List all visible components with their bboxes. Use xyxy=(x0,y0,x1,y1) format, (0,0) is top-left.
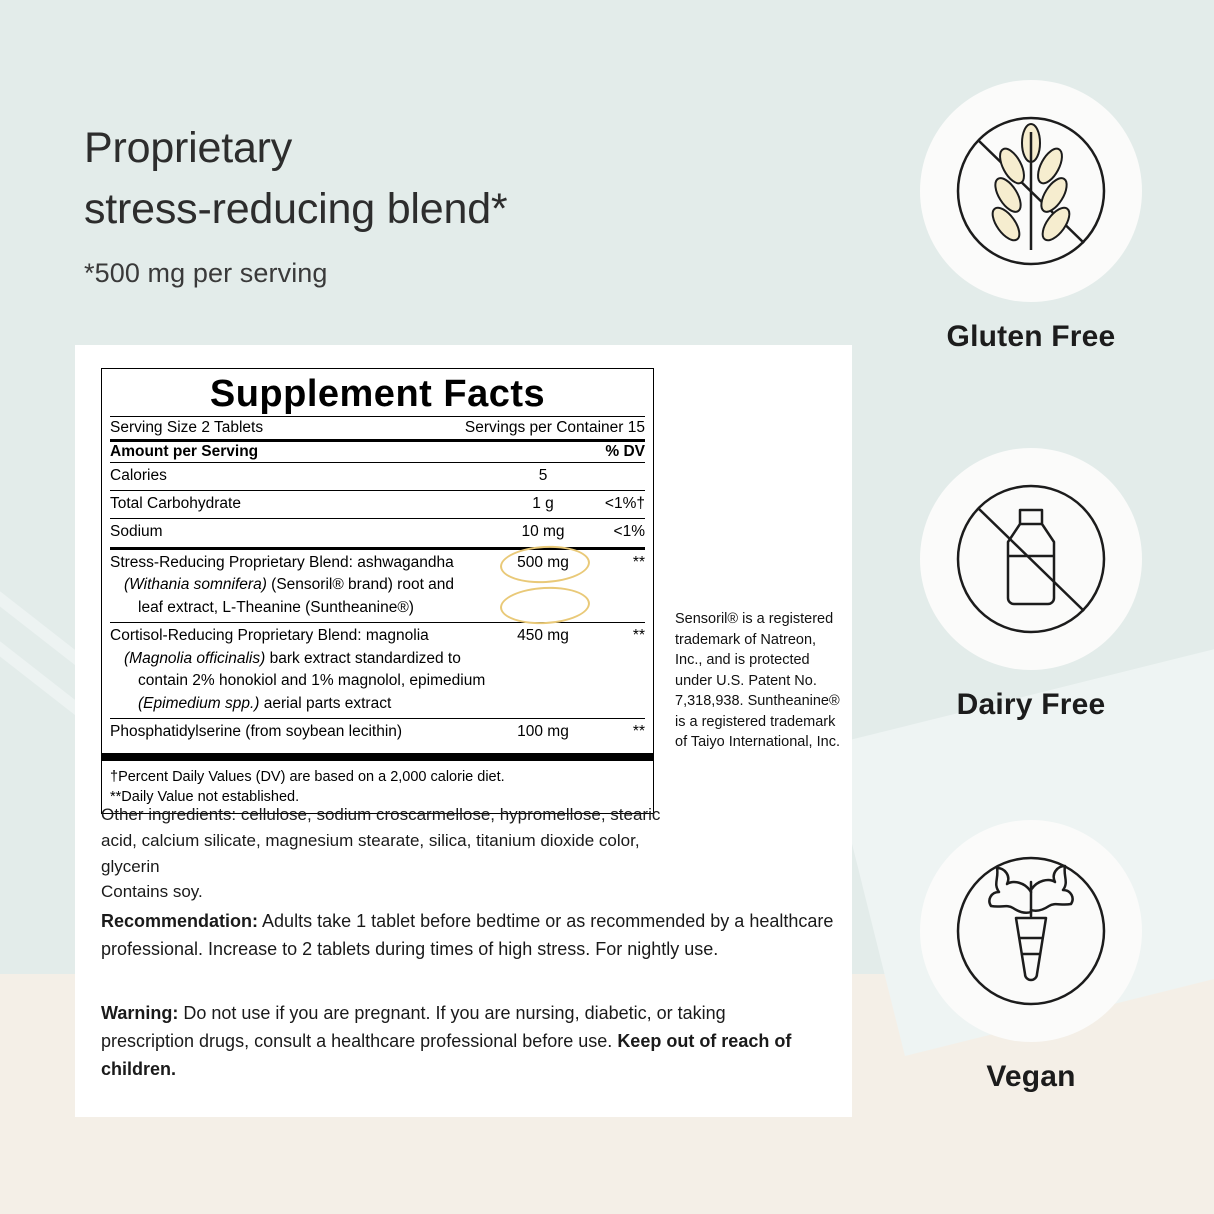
blend-sub-3: (Epimedium spp.) aerial parts extract xyxy=(138,694,392,712)
footnote-daily-values: †Percent Daily Values (DV) are based on a 2,000 calorie diet. xyxy=(110,768,505,785)
headline-line-1: Proprietary xyxy=(84,124,293,172)
warning-label: Warning: xyxy=(101,1003,179,1023)
table-row xyxy=(110,623,645,718)
dv-header-label: % DV xyxy=(605,442,645,460)
serving-size: Serving Size 2 Tablets xyxy=(110,418,264,436)
blend-sub-1: (Withania somnifera) (Sensoril® brand) root and xyxy=(124,576,455,594)
nutrient-dv: ** xyxy=(632,627,645,645)
supplement-label-panel xyxy=(75,345,852,1117)
table-row xyxy=(110,550,645,622)
nutrient-amount: 450 mg xyxy=(517,627,569,645)
servings-per-container: Servings per Container 15 xyxy=(464,418,645,436)
other-ingredients xyxy=(101,802,661,905)
contains-statement: Contains soy. xyxy=(101,882,203,902)
headline-line-2: stress-reducing blend* xyxy=(84,185,508,234)
headline-note: *500 mg per serving xyxy=(84,258,328,288)
nutrient-dv: ** xyxy=(632,723,645,741)
nutrient-name: Calories xyxy=(110,466,167,484)
warning-bold-tail: Keep out of reach of children. xyxy=(101,1030,792,1079)
badge-circle xyxy=(920,448,1142,670)
blend-sub-2: leaf extract, L-Theanine (Suntheanine®) xyxy=(138,598,414,616)
warning-block xyxy=(101,1000,821,1084)
trademark-note: Sensoril® is a registered trademark of Natreon, Inc., and is protected under U.S. Patent No. 7,318,938. Suntheanine® is a registered trademark of Taiyo International, Inc. xyxy=(675,611,840,751)
table-row xyxy=(110,491,645,518)
blend-sub-1: (Magnolia officinalis) bark extract standardized to xyxy=(124,649,461,667)
badge-label: Gluten Free xyxy=(946,320,1116,353)
nutrient-name: Total Carbohydrate xyxy=(110,494,241,512)
latin-name: (Epimedium spp.) xyxy=(138,694,260,712)
nutrient-dv: <1%† xyxy=(604,494,645,512)
carrot-icon xyxy=(920,820,1142,1042)
nutrient-amount-cell xyxy=(497,625,589,647)
recommendation-text: Adults take 1 tablet before bedtime or as recommended by a healthcare professional. Increase to 2 tablets during times of high stress. For nightly use. xyxy=(101,911,834,959)
blend-title: Stress-Reducing Proprietary Blend: ashwagandha xyxy=(110,553,454,571)
nutrient-amount: 10 mg xyxy=(521,523,565,541)
amount-per-serving-header xyxy=(110,442,645,462)
badge-dairy-free xyxy=(920,448,1142,722)
badge-label: Vegan xyxy=(986,1060,1076,1093)
recommendation-block xyxy=(101,908,841,964)
footnote-dv-not-established: **Daily Value not established. xyxy=(110,788,300,805)
badge-gluten-free xyxy=(920,80,1142,354)
blend-sub-2: contain 2% honokiol and 1% magnolol, epimedium xyxy=(138,672,486,690)
badge-circle xyxy=(920,820,1142,1042)
badge-circle xyxy=(920,80,1142,302)
nutrient-amount: 5 xyxy=(538,466,548,484)
nutrient-name xyxy=(110,625,497,715)
latin-name: (Magnolia officinalis) xyxy=(124,649,266,667)
wheat-crossed-icon xyxy=(920,80,1142,302)
recommendation-label: Recommendation: xyxy=(101,911,259,931)
nutrient-amount-cell xyxy=(497,552,589,574)
table-row xyxy=(110,719,645,746)
badge-vegan xyxy=(920,820,1142,1094)
page-title xyxy=(84,118,784,240)
blend-title: Cortisol-Reducing Proprietary Blend: magnolia xyxy=(110,627,429,645)
milk-bottle-crossed-icon xyxy=(920,448,1142,670)
supplement-facts-title: Supplement Facts xyxy=(209,373,546,415)
serving-info-row xyxy=(110,417,645,439)
nutrient-name xyxy=(110,552,497,619)
nutrient-amount: 500 mg xyxy=(517,553,569,571)
supplement-facts-table xyxy=(101,368,654,814)
latin-name: (Withania somnifera) xyxy=(124,576,267,594)
nutrient-name: Sodium xyxy=(110,523,163,541)
nutrient-amount: 1 g xyxy=(532,494,554,512)
other-ingredients-text: Other ingredients: cellulose, sodium croscarmellose, hypromellose, stearic acid, calcium silicate, magnesium stearate, silica, titanium dioxide color, glycerin xyxy=(101,805,661,876)
badge-label: Dairy Free xyxy=(956,688,1106,721)
amount-header-label: Amount per Serving xyxy=(110,442,259,460)
nutrient-amount: 100 mg xyxy=(517,723,569,741)
nutrient-dv: ** xyxy=(632,553,645,571)
table-row xyxy=(110,519,645,546)
warning-text: Do not use if you are pregnant. If you are nursing, diabetic, or taking prescription drugs, consult a healthcare professional before use. xyxy=(101,1003,726,1051)
table-row xyxy=(110,463,645,490)
nutrient-dv: <1% xyxy=(613,523,645,541)
nutrient-name: Phosphatidylserine (from soybean lecithin) xyxy=(110,723,403,741)
